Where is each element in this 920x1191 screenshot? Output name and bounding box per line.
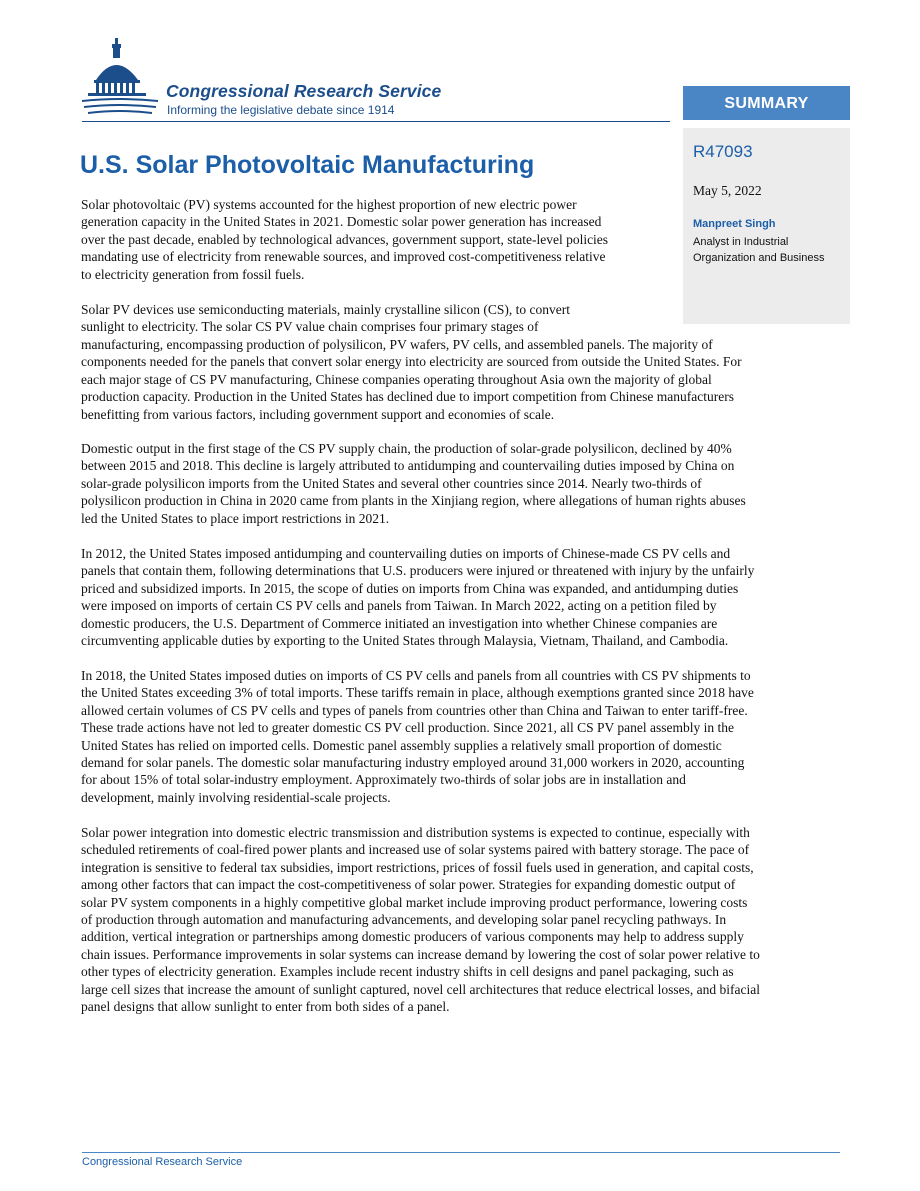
text-line: polysilicon production in China in 2020 came from plants in the Xinjiang region, where allegations of human rights abuses xyxy=(81,493,746,509)
text-line: panels that contain them, following determinations that U.S. producers were injured or threatened with injury by the unfairly xyxy=(81,563,755,579)
header-divider xyxy=(82,121,670,122)
paragraph-1 xyxy=(81,196,673,283)
text-line: components needed for the panels that convert solar energy into electricity are sourced from outside the United States. For xyxy=(81,354,742,370)
text-line: panel designs that allow sunlight to enter from both sides of a panel. xyxy=(81,999,450,1015)
summary-label: SUMMARY xyxy=(683,86,850,120)
report-number: R47093 xyxy=(693,142,753,161)
text-line: allowed certain volumes of CS PV cells and types of panels from countries other than China and Taiwan to enter tariff-free. xyxy=(81,702,748,718)
org-tagline: Informing the legislative debate since 1914 xyxy=(167,103,395,117)
footer-text: Congressional Research Service xyxy=(82,1156,243,1168)
text-line: In 2018, the United States imposed duties on imports of CS PV cells and panels from all countries with CS PV shipments to xyxy=(81,668,751,683)
text-line: These trade actions have not led to greater domestic CS PV cell production. Since 2021, all CS PV panel assembly in the xyxy=(81,720,734,736)
text-line: Solar photovoltaic (PV) systems accounted for the highest proportion of new electric power xyxy=(81,197,577,212)
text-line: Domestic output in the first stage of the CS PV supply chain, the production of solar-grade polysilicon, declined by 40% xyxy=(81,441,732,456)
text-line: domestic producers, the U.S. Department of Commerce initiated an investigation into whether Chinese companies are xyxy=(81,615,718,631)
text-line: sunlight to electricity. The solar CS PV value chain comprises four primary stages of xyxy=(81,319,539,335)
footer-divider xyxy=(82,1152,840,1153)
author-title: Analyst in Industrial Organization and Business xyxy=(693,236,825,264)
text-line: led the United States to place import restrictions in 2021. xyxy=(81,510,390,526)
text-line: Solar power integration into domestic electric transmission and distribution systems is expected to continue, especially with xyxy=(81,825,750,840)
text-line: large cell sizes that increase the amount of sunlight captured, novel cell architectures that reduce electrical losses, and bifacial xyxy=(81,981,760,997)
paragraph-6 xyxy=(81,824,843,1015)
paragraph-5 xyxy=(81,667,843,806)
text-line: development, mainly involving residential-scale projects. xyxy=(81,789,391,805)
report-date: May 5, 2022 xyxy=(693,183,762,198)
text-line: integration is sensitive to federal tax subsidies, import restrictions, prices of fossil fuels used in generation, and capital costs, xyxy=(81,859,754,875)
page-title: U.S. Solar Photovoltaic Manufacturing xyxy=(80,151,535,179)
text-line: chain issues. Performance improvements in solar systems can increase demand by lowering the cost of solar power relative to xyxy=(81,946,760,962)
text-line: were imposed on imports of certain CS PV cells and panels from Taiwan. In March 2022, acting on a petition filed by xyxy=(81,598,717,614)
text-line: addition, vertical integration or partnerships among domestic producers of various components may help to address supply xyxy=(81,929,744,945)
paragraph-3 xyxy=(81,440,843,527)
text-line: to electricity generation from fossil fuels. xyxy=(81,266,305,282)
text-line: over the past decade, enabled by technological advances, government support, state-level policies xyxy=(81,231,609,247)
text-line: solar PV system components in a highly competitive global market include improving product performance, lowering costs xyxy=(81,894,748,910)
text-line: manufacturing, encompassing production of polysilicon, PV wafers, PV cells, and assembled panels. The majority of xyxy=(81,337,713,352)
paragraph-4 xyxy=(81,545,843,649)
capitol-dome-icon xyxy=(82,36,162,122)
text-line: benefitting from various factors, including government support and economies of scale. xyxy=(81,406,555,422)
paragraph-2 xyxy=(81,301,673,336)
text-line: the United States exceeding 3% of total imports. These tariffs remain in place, although exemptions granted since 2018 have xyxy=(81,685,754,701)
text-line: circumventing applicable duties by exporting to the United States through Malaysia, Vietnam, Thailand, and Cambodia. xyxy=(81,633,729,649)
sidebar-panel xyxy=(683,128,850,324)
text-line: mandating use of electricity from renewable sources, and improved cost-competitiveness relative xyxy=(81,249,606,265)
text-line: Solar PV devices use semiconducting materials, mainly crystalline silicon (CS), to convert xyxy=(81,302,571,317)
text-line: among other factors that can impact the cost-competitiveness of solar power. Strategies for expanding domestic output of xyxy=(81,877,736,893)
org-name: Congressional Research Service xyxy=(166,81,442,101)
text-line: of production through automation and manufacturing advancements, and developing solar panel recycling pathways. In xyxy=(81,912,727,928)
text-line: other types of electricity generation. Examples include recent industry shifts in cell designs and panel packaging, such as xyxy=(81,964,734,980)
text-line: production capacity. Production in the United States has declined due to import competition from Chinese manufacturers xyxy=(81,389,734,405)
paragraph-2-continued xyxy=(81,336,843,423)
text-line: priced and subsidized imports. In 2015, the scope of duties on imports from China was expanded, and antidumping duties xyxy=(81,580,739,596)
text-line: scheduled retirements of coal-fired power plants and increased use of solar systems paired with battery storage. The pace of xyxy=(81,842,750,858)
text-line: solar-grade polysilicon imports from the United States and several other countries since 2014. Nearly two-thirds of xyxy=(81,475,702,491)
text-line: each major stage of CS PV manufacturing, Chinese companies operating throughout Asia own the majority of global xyxy=(81,371,712,387)
text-line: demand for solar panels. The domestic solar manufacturing industry employed around 31,000 workers in 2020, accounting xyxy=(81,755,745,771)
text-line: for about 15% of total solar-industry employment. Approximately two-thirds of solar jobs are in installation and xyxy=(81,772,686,788)
text-line: In 2012, the United States imposed antidumping and countervailing duties on imports of Chinese-made CS PV cells and xyxy=(81,546,731,561)
text-line: United States has relied on imported cells. Domestic panel assembly supplies a relatively small proportion of domestic xyxy=(81,737,722,753)
author-name: Manpreet Singh xyxy=(693,218,776,230)
text-line: generation capacity in the United States in 2021. Domestic solar power generation has increased xyxy=(81,214,602,230)
text-line: between 2015 and 2018. This decline is largely attributed to antidumping and countervailing duties imposed by China on xyxy=(81,458,735,474)
